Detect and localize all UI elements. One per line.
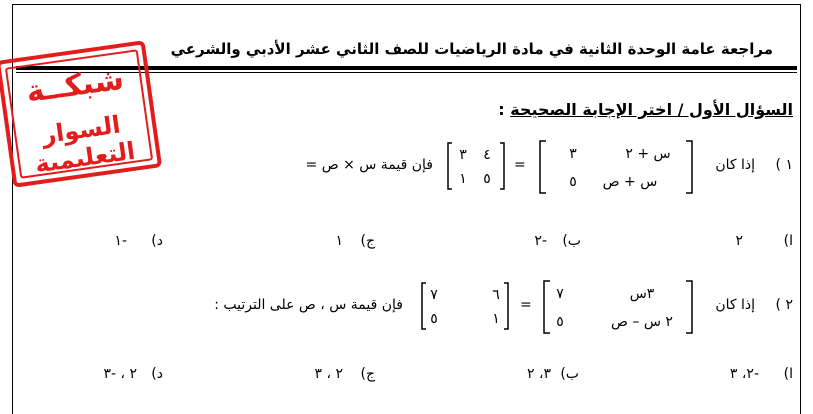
q2-option-d-label: د) — [151, 366, 163, 382]
q2-option-c-label: ج) — [360, 366, 375, 382]
q2-matrix-left-bracket-r — [686, 281, 692, 333]
q1-option-b-label: ب) — [562, 233, 581, 249]
stamp-line-1: شبكــة — [24, 61, 126, 110]
q2-option-b-label: ب) — [560, 366, 579, 382]
q2-matrix-right-bracket-r — [504, 283, 508, 329]
q2-mr-r1c2: ٧ — [430, 287, 438, 303]
q1-matrix-left — [538, 138, 694, 196]
q1-mr-r1c2: ٣ — [459, 147, 467, 163]
q1-matrix-right — [446, 140, 506, 192]
q2-ml-r2c1: ٢ س – ص — [611, 314, 673, 330]
q2-option-c-value: ٢ ، ٣ — [314, 366, 343, 382]
q1-option-c-value: ١ — [335, 233, 343, 249]
q2-mr-r2c2: ٥ — [430, 311, 438, 327]
page-border-right — [800, 4, 801, 414]
q2-option-a-label: ا) — [783, 366, 793, 382]
q1-option-d-label: د) — [151, 233, 163, 249]
q1-matrix-left-bracket-r — [686, 141, 692, 193]
q1-option-c-label: ج) — [360, 233, 375, 249]
q1-option-b-value: -٢ — [534, 233, 547, 249]
q1-option-a-label: ا) — [783, 233, 793, 249]
page-title: مراجعة عامة الوحدة الثانية في مادة الرياضيات للصف الثاني عشر الأدبي والشرعي — [170, 40, 773, 58]
q2-matrix-right-bracket-l — [422, 283, 426, 329]
page-border-top — [12, 4, 801, 5]
section-heading-colon: : — [498, 100, 505, 119]
q1-matrix-right-bracket-l — [448, 143, 452, 189]
section-heading-text: السؤال الأول / اختر الإجابة الصحيحة — [510, 100, 793, 119]
section-heading — [498, 100, 793, 119]
q1-mr-r1c1: ٤ — [483, 147, 491, 163]
q2-ml-r1c2: ٧ — [556, 286, 564, 302]
q1-then-text: فإن قيمة س × ص = — [305, 157, 433, 173]
q2-option-a-value: -٢، ٣ — [729, 366, 759, 382]
q1-ml-r1c2: ٣ — [569, 146, 577, 162]
q2-ml-r2c2: ٥ — [556, 314, 564, 330]
q1-option-d-value: -١ — [114, 233, 127, 249]
stamp-line-2: السوار التعليمية — [33, 110, 137, 179]
q1-ml-r2c1: س + ص — [602, 174, 658, 190]
q2-option-b-value: ٣، ٢ — [526, 366, 551, 382]
q1-equals: = — [514, 157, 526, 173]
q1-mr-r2c2: ١ — [459, 171, 467, 187]
q2-mr-r1c1: ٦ — [492, 287, 500, 303]
q2-option-d-value: ٢ ، -٣ — [103, 366, 137, 382]
watermark-stamp — [0, 40, 162, 188]
q1-ml-r1c1: س + ٢ — [625, 146, 671, 162]
q2-if-text: إذا كان — [715, 297, 755, 313]
q2-then-text: فإن قيمة س ، ص على الترتيب : — [214, 297, 403, 313]
q2-matrix-left-bracket-l — [544, 281, 550, 333]
q2-equals: = — [520, 297, 532, 313]
q1-ml-r2c2: ٥ — [569, 174, 577, 190]
q1-option-a-value: ٢ — [735, 233, 743, 249]
q2-matrix-left — [542, 278, 694, 336]
q1-number: ١ ) — [775, 157, 793, 173]
q1-if-text: إذا كان — [715, 157, 755, 173]
q2-number: ٢ ) — [775, 297, 793, 313]
q1-matrix-right-bracket-r — [500, 143, 504, 189]
q2-ml-r1c1: ٣س — [629, 286, 655, 302]
q1-mr-r2c1: ٥ — [483, 171, 491, 187]
q2-matrix-right — [420, 280, 510, 332]
q2-mr-r2c1: ١ — [492, 311, 500, 327]
q1-matrix-left-bracket-l — [540, 141, 546, 193]
